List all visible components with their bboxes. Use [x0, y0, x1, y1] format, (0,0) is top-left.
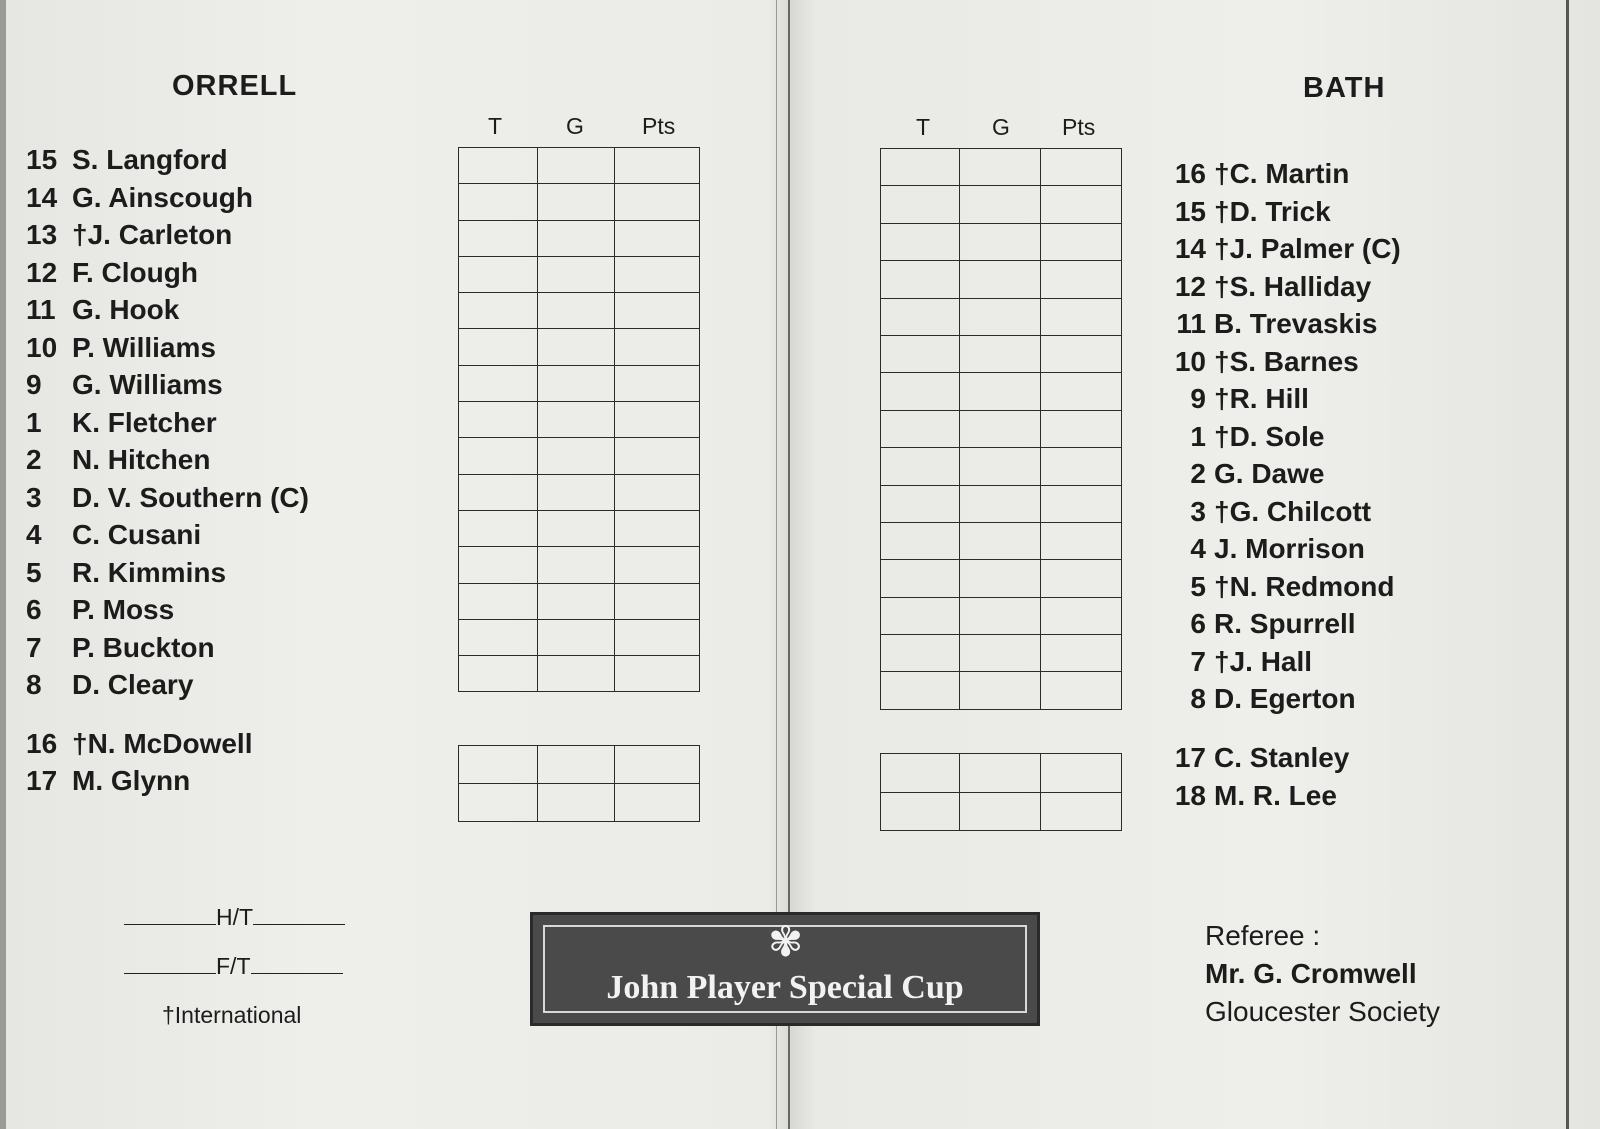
- score-cell: [615, 184, 700, 220]
- player-row: [26, 557, 226, 589]
- score-cell: [459, 746, 538, 784]
- player-name: C. Cusani: [72, 519, 202, 550]
- shirt-number: 6: [26, 594, 42, 625]
- col-head-tries: T: [916, 114, 931, 140]
- player-name: K. Fletcher: [72, 406, 217, 438]
- shirt-number: 10: [1174, 345, 1206, 377]
- player-row: [1166, 346, 1359, 378]
- score-cell: [615, 365, 700, 401]
- player-name: †C. Martin: [1214, 158, 1350, 189]
- player-name: †D. Trick: [1214, 195, 1331, 227]
- score-cell: [960, 223, 1041, 260]
- player-name: †J. Carleton: [72, 219, 233, 250]
- bath-replacement-grid: [880, 753, 1122, 831]
- crest-icon: ✾: [768, 917, 804, 966]
- col-head-tries: T: [488, 113, 503, 139]
- score-cell: [1041, 298, 1122, 335]
- score-cell: [1041, 410, 1122, 447]
- score-cell: [881, 560, 960, 597]
- player-name: N. Hitchen: [72, 444, 211, 475]
- score-cell: [459, 365, 538, 401]
- sponsor-banner: [530, 912, 1040, 1026]
- player-name: F. Clough: [72, 256, 198, 288]
- score-cell: [459, 293, 538, 329]
- blank-line: [124, 924, 216, 925]
- score-cell: [960, 792, 1041, 831]
- player-row: [1166, 571, 1394, 603]
- col-head-goals: G: [992, 114, 1010, 140]
- shirt-number: 5: [1190, 570, 1206, 602]
- score-cell: [960, 448, 1041, 485]
- player-name: D. V. Southern (C): [72, 481, 309, 513]
- col-head-points: Pts: [1062, 114, 1096, 140]
- score-cell: [960, 635, 1041, 672]
- score-cell: [538, 784, 615, 822]
- full-time-line: [124, 953, 343, 980]
- score-cell: [1041, 223, 1122, 260]
- score-cell: [615, 293, 700, 329]
- score-cell: [538, 656, 615, 692]
- player-row: [1166, 233, 1401, 265]
- half-time-line: [124, 904, 345, 931]
- player-row: [26, 182, 253, 214]
- score-cell: [459, 510, 538, 546]
- player-row: [1166, 646, 1312, 678]
- player-name: R. Spurrell: [1214, 608, 1356, 639]
- player-row: [1166, 683, 1356, 715]
- player-name: D. Egerton: [1214, 683, 1356, 714]
- shirt-number: 4: [26, 519, 42, 550]
- shirt-number: 14: [1174, 233, 1206, 264]
- score-cell: [881, 635, 960, 672]
- score-cell: [1041, 373, 1122, 410]
- score-cell: [615, 474, 700, 510]
- shirt-number: 15: [26, 144, 58, 175]
- score-cell: [1041, 754, 1122, 793]
- score-cell: [459, 148, 538, 184]
- shirt-number: 17: [26, 765, 58, 796]
- shirt-number: 11: [26, 294, 56, 325]
- score-cell: [538, 148, 615, 184]
- score-cell: [459, 474, 538, 510]
- player-name: M. R. Lee: [1214, 780, 1337, 811]
- score-cell: [881, 223, 960, 260]
- score-cell: [881, 149, 960, 186]
- score-cell: [615, 510, 700, 546]
- player-row: [1166, 458, 1324, 490]
- shirt-number: 2: [1190, 458, 1206, 489]
- player-row: [26, 257, 198, 289]
- score-cell: [881, 792, 960, 831]
- col-head-goals: G: [566, 113, 584, 139]
- shirt-number: 7: [26, 631, 42, 663]
- player-row: [26, 669, 193, 701]
- player-row: [1166, 608, 1356, 640]
- score-cell: [538, 220, 615, 256]
- score-cell: [960, 672, 1041, 709]
- score-cell: [881, 261, 960, 298]
- shirt-number: 18: [1174, 780, 1206, 811]
- team-name-bath: BATH: [1303, 72, 1386, 104]
- player-name: D. Cleary: [72, 669, 194, 700]
- score-cell: [459, 220, 538, 256]
- player-row: [1166, 496, 1371, 528]
- player-name: G. Williams: [72, 369, 223, 400]
- player-row: [1166, 271, 1371, 303]
- score-cell: [538, 256, 615, 292]
- score-cell: [881, 298, 960, 335]
- score-cell: [960, 261, 1041, 298]
- score-cell: [538, 619, 615, 655]
- player-row: [1166, 308, 1377, 340]
- player-row: [26, 519, 201, 551]
- score-cell: [960, 186, 1041, 223]
- shirt-number: 9: [26, 369, 42, 400]
- score-cell: [881, 410, 960, 447]
- score-cell: [960, 754, 1041, 793]
- score-cell: [615, 256, 700, 292]
- score-cell: [615, 784, 700, 822]
- orrell-replacement-grid: [458, 745, 700, 822]
- player-name: P. Williams: [72, 331, 216, 363]
- score-cell: [538, 583, 615, 619]
- score-cell: [538, 365, 615, 401]
- player-name: G. Ainscough: [72, 181, 253, 213]
- score-cell: [459, 402, 538, 438]
- player-name: G. Dawe: [1214, 458, 1325, 489]
- shirt-number: 13: [26, 219, 58, 250]
- score-cell: [615, 547, 700, 583]
- player-name: †R. Hill: [1214, 383, 1309, 414]
- score-cell: [881, 522, 960, 559]
- score-cell: [881, 485, 960, 522]
- shirt-number: 2: [26, 444, 42, 475]
- player-row: [26, 765, 190, 797]
- player-name: †S. Barnes: [1214, 345, 1359, 377]
- team-name-orrell: ORRELL: [172, 70, 298, 102]
- player-name: B. Trevaskis: [1214, 308, 1378, 339]
- score-cell: [459, 438, 538, 474]
- shirt-number: 16: [1174, 158, 1206, 189]
- player-name: P. Buckton: [72, 631, 215, 663]
- score-cell: [881, 754, 960, 793]
- player-row: [26, 369, 223, 401]
- score-cell: [459, 619, 538, 655]
- blank-line: [251, 973, 343, 974]
- player-row: [1166, 421, 1324, 453]
- shirt-number: 9: [1190, 383, 1206, 414]
- shirt-number: 8: [1190, 683, 1206, 714]
- col-head-points: Pts: [642, 113, 676, 139]
- score-cell: [960, 522, 1041, 559]
- score-cell: [960, 560, 1041, 597]
- shirt-number: 12: [26, 256, 58, 288]
- score-cell: [538, 293, 615, 329]
- referee-society: Gloucester Society: [1205, 996, 1440, 1027]
- shirt-number: 16: [26, 728, 58, 759]
- score-cell: [459, 547, 538, 583]
- player-name: †J. Palmer (C): [1214, 233, 1401, 264]
- shirt-number: 12: [1174, 270, 1206, 302]
- shirt-number: 7: [1190, 645, 1206, 677]
- player-row: [26, 407, 217, 439]
- shirt-number: 10: [26, 331, 58, 363]
- player-name: †D. Sole: [1214, 420, 1325, 452]
- shirt-number: 14: [26, 181, 58, 213]
- shirt-number: 17: [1174, 742, 1206, 773]
- bath-main-grid: [880, 148, 1122, 710]
- player-name: †G. Chilcott: [1214, 495, 1372, 527]
- player-row: [1166, 742, 1349, 774]
- score-cell: [960, 298, 1041, 335]
- score-cell: [538, 402, 615, 438]
- referee-label: Referee :: [1205, 920, 1321, 951]
- shirt-number: 3: [26, 481, 42, 513]
- score-cell: [960, 335, 1041, 372]
- score-cell: [881, 448, 960, 485]
- player-row: [1166, 158, 1349, 190]
- score-cell: [615, 329, 700, 365]
- score-cell: [459, 583, 538, 619]
- shirt-number: 3: [1190, 495, 1206, 527]
- score-cell: [1041, 792, 1122, 831]
- orrell-main-grid: [458, 147, 700, 692]
- score-cell: [459, 784, 538, 822]
- score-cell: [615, 438, 700, 474]
- score-cell: [881, 597, 960, 634]
- score-cell: [459, 656, 538, 692]
- player-name: S. Langford: [72, 144, 228, 175]
- score-cell: [538, 329, 615, 365]
- half-time-label: H/T: [216, 904, 254, 930]
- score-cell: [1041, 485, 1122, 522]
- score-cell: [615, 619, 700, 655]
- score-cell: [1041, 149, 1122, 186]
- score-cell: [1041, 261, 1122, 298]
- player-row: [26, 632, 215, 664]
- score-cell: [615, 402, 700, 438]
- score-cell: [538, 510, 615, 546]
- score-cell: [459, 184, 538, 220]
- shirt-number: 1: [1190, 420, 1206, 452]
- score-cell: [881, 186, 960, 223]
- player-name: P. Moss: [72, 594, 175, 625]
- shirt-number: 6: [1190, 608, 1206, 639]
- score-cell: [1041, 597, 1122, 634]
- referee-name: Mr. G. Cromwell: [1205, 958, 1417, 989]
- player-name: C. Stanley: [1214, 742, 1350, 773]
- score-cell: [1041, 186, 1122, 223]
- score-cell: [1041, 560, 1122, 597]
- player-name: M. Glynn: [72, 765, 191, 796]
- score-cell: [1041, 522, 1122, 559]
- shirt-number: 8: [26, 669, 42, 700]
- score-cell: [881, 373, 960, 410]
- player-row: [1166, 533, 1365, 565]
- player-row: [26, 728, 252, 760]
- international-footnote: †International: [162, 1002, 302, 1028]
- shirt-number: 11: [1176, 308, 1206, 339]
- banner-title: John Player Special Cup: [606, 969, 964, 1006]
- score-cell: [1041, 635, 1122, 672]
- score-cell: [615, 220, 700, 256]
- score-cell: [615, 148, 700, 184]
- score-cell: [538, 547, 615, 583]
- score-cell: [538, 438, 615, 474]
- score-cell: [615, 656, 700, 692]
- player-row: [1166, 383, 1309, 415]
- score-cell: [459, 329, 538, 365]
- player-row: [26, 594, 174, 626]
- score-cell: [960, 373, 1041, 410]
- score-cell: [538, 474, 615, 510]
- blank-line: [124, 973, 216, 974]
- player-row: [26, 444, 210, 476]
- shirt-number: 1: [26, 406, 42, 438]
- score-cell: [1041, 672, 1122, 709]
- shirt-number: 4: [1190, 533, 1206, 564]
- score-cell: [960, 485, 1041, 522]
- player-row: [1166, 780, 1337, 812]
- shirt-number: 15: [1174, 195, 1206, 227]
- score-cell: [960, 597, 1041, 634]
- page-edge: [0, 0, 6, 1129]
- player-row: [26, 332, 216, 364]
- player-name: †J. Hall: [1214, 645, 1313, 677]
- score-cell: [538, 184, 615, 220]
- score-cell: [615, 746, 700, 784]
- blank-line: [253, 924, 345, 925]
- player-row: [1166, 196, 1331, 228]
- score-cell: [459, 256, 538, 292]
- full-time-label: F/T: [216, 953, 251, 979]
- player-name: †N. Redmond: [1214, 570, 1395, 602]
- player-row: [26, 482, 309, 514]
- player-name: †N. McDowell: [72, 728, 253, 759]
- score-cell: [881, 335, 960, 372]
- player-row: [26, 219, 232, 251]
- score-cell: [881, 672, 960, 709]
- player-row: [26, 144, 228, 176]
- player-name: R. Kimmins: [72, 556, 227, 588]
- score-cell: [615, 583, 700, 619]
- score-cell: [1041, 335, 1122, 372]
- page-edge: [1566, 0, 1569, 1129]
- shirt-number: 5: [26, 556, 42, 588]
- player-row: [26, 294, 179, 326]
- player-name: †S. Halliday: [1214, 270, 1372, 302]
- player-name: G. Hook: [72, 294, 180, 325]
- score-cell: [960, 149, 1041, 186]
- score-cell: [1041, 448, 1122, 485]
- score-cell: [960, 410, 1041, 447]
- player-name: J. Morrison: [1214, 533, 1365, 564]
- score-cell: [538, 746, 615, 784]
